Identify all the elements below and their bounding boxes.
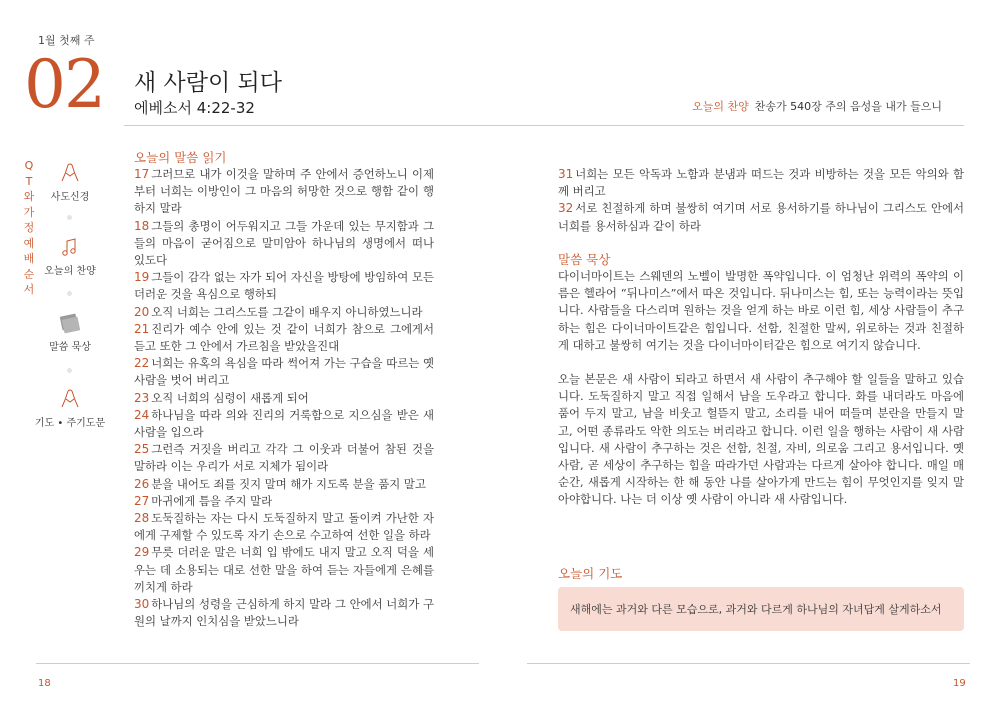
verse: 24 하나님을 따라 의와 진리의 거룩함으로 지으심을 받은 새 사람을 입으라 <box>134 407 434 440</box>
verse: 31 너희는 모든 악독과 노함과 분냄과 떠드는 것과 비방하는 것을 모든 악의와 함께 버리고 <box>558 167 964 199</box>
order-vertical-label: QT와 가정예배 순서 <box>23 159 35 296</box>
verse: 22 너희는 유혹의 욕심을 따라 썩어져 가는 구습을 따르는 옛 사람을 벗어 버리고 <box>134 356 434 388</box>
meditation-heading: 말씀 묵상 <box>558 252 611 267</box>
page-number-right: 19 <box>953 678 966 689</box>
footer-divider-left <box>36 663 479 664</box>
page-title: 새 사람이 되다 <box>134 70 282 96</box>
step-apostles-creed <box>30 162 110 203</box>
footer-divider-right <box>527 663 970 664</box>
verse: 26 분을 내어도 죄를 짓지 말며 해가 지도록 분을 품지 말고 <box>134 476 426 491</box>
step-word-meditation <box>30 312 110 353</box>
bible-book-icon <box>57 312 83 334</box>
verse: 32 서로 친절하게 하며 불쌍히 여기며 서로 용서하기를 하나님이 그리스도 안에서 너희를 용서하심과 같이 하라 <box>558 201 964 233</box>
prayer-box: 새해에는 과거와 다른 모습으로, 과거와 다르게 하나님의 자녀답게 살게하소서 <box>558 587 964 631</box>
meditation-paragraph: 다이너마이트는 스웨덴의 노벨이 발명한 폭약입니다. 이 엄청난 위력의 폭약의 이름은 헬라어 “뒤나미스”에서 따온 것입니다. 뒤나미스는 힘, 또는 능력이라는 뜻입니다. 사람들을 다스리며 원하는 것을 얻게 하는 바로 이런 힘, 세상 사람들이 추구하는 힘은 다이너마이트같은 힘입니다. 선함, 친절한 말씨, 위로하는 것과 친절하게 대하고 불쌍히 여기는 것을 다이너마이터같은 힘으로 여기지 않습니다. <box>558 269 964 352</box>
day-number: 02 <box>24 46 104 123</box>
verse: 17 그러므로 내가 이것을 말하며 주 안에서 증언하노니 이제부터 너희는 이방인이 그 마음의 허망한 것으로 행함 같이 행하지 말라 <box>134 167 434 216</box>
todays-hymn <box>692 98 942 114</box>
step-prayer <box>30 388 110 429</box>
page-number-left: 18 <box>38 678 51 689</box>
reading-heading: 오늘의 말씀 읽기 <box>134 150 227 165</box>
scripture-passage-right <box>558 166 964 235</box>
week-label: 1월 첫째 주 <box>38 34 95 47</box>
hymn-label: 오늘의 찬양 <box>692 100 749 113</box>
verse: 21 진리가 예수 안에 있는 것 같이 너희가 참으로 그에게서 듣고 또한 그 안에서 가르침을 받았을진대 <box>134 321 434 354</box>
verse: 29 무릇 더러운 말은 너희 입 밖에도 내지 말고 오직 덕을 세우는 데 소용되는 대로 선한 말을 하여 듣는 자들에게 은혜를 끼치게 하라 <box>134 545 434 594</box>
verse: 27 마귀에게 틈을 주지 말라 <box>134 493 273 508</box>
step-dot <box>67 291 72 296</box>
scripture-passage-left <box>134 166 434 630</box>
music-note-icon <box>59 236 81 258</box>
meditation-paragraph: 오늘 본문은 새 사람이 되라고 하면서 새 사람이 추구해야 할 일들을 말하고 있습니다. 도둑질하지 말고 직접 일해서 남을 도우라고 합니다. 화를 내더라도 마음에 품어 두지 말고, 남을 비웃고 헐뜯지 말고, 소리를 내어 떠들며 분란을 만들지 말고, 어떤 종류라도 악한 의도는 버리라고 합니다. 이런 일을 행하는 사람이 새 사람입니다. 새 사람이 추구하는 것은 선함, 친절, 자비, 의로움 그리고 용서입니다. 옛 사람, 곧 세상이 추구하는 힘을 따라가던 사람과는 다르게 살아야 합니다. 매일 매 순간, 새롭게 시작하는 한 해 동안 나를 살아가게 만드는 힘이 무엇인지를 잊지 말아야합니다. 나는 더 이상 옛 사람이 아니라 새 사람입니다. <box>558 372 964 507</box>
verse: 30 하나님의 성령을 근심하게 하지 말라 그 안에서 너희가 구원의 날까지 인치심을 받았느니라 <box>134 597 434 629</box>
step-label: 기도 • 주기도문 <box>34 418 106 429</box>
meditation-text <box>558 268 964 509</box>
step-label: 말씀 묵상 <box>49 342 91 353</box>
verse: 25 그런즉 거짓을 버리고 각각 그 이웃과 더불어 참된 것을 말하라 이는 우리가 서로 지체가 됨이라 <box>134 442 434 474</box>
verse: 19 그들이 감각 없는 자가 되어 자신을 방탕에 방임하여 모든 더러운 것을 욕심으로 행하되 <box>134 270 434 302</box>
step-todays-hymn <box>30 236 110 277</box>
step-dot <box>67 215 72 220</box>
header-divider <box>124 125 964 126</box>
prayer-heading: 오늘의 기도 <box>558 566 623 581</box>
step-label: 오늘의 찬양 <box>44 266 96 277</box>
verse: 28 도둑질하는 자는 다시 도둑질하지 말고 돌이켜 가난한 자에게 구제할 수 있도록 자기 손으로 수고하여 선한 일을 하라 <box>134 511 434 543</box>
verse: 23 오직 너희의 심령이 새롭게 되어 <box>134 390 309 405</box>
hymn-text: 찬송가 540장 주의 음성을 내가 들으니 <box>754 100 942 113</box>
step-dot <box>67 368 72 373</box>
verse: 18 그들의 총명이 어두워지고 그들 가운데 있는 무지함과 그들의 마음이 굳어짐으로 말미암아 하나님의 생명에서 떠나 있도다 <box>134 218 434 268</box>
praying-hands-icon <box>59 162 81 184</box>
step-label: 사도신경 <box>50 192 90 203</box>
verse: 20 오직 너희는 그리스도를 그같이 배우지 아니하였느니라 <box>134 304 423 319</box>
praying-hands-icon <box>59 388 81 410</box>
scripture-reference: 에베소서 4:22-32 <box>134 99 255 117</box>
